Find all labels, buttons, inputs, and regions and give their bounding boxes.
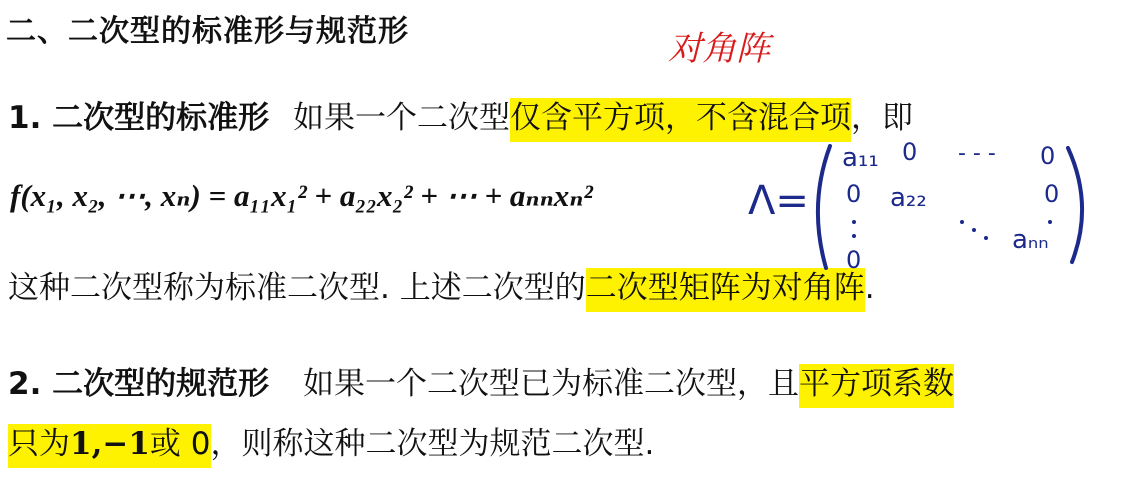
matrix-vdot <box>852 234 856 238</box>
matrix-vdot <box>1048 220 1052 224</box>
item1-heading: 1. 二次型的标准形 <box>8 100 270 136</box>
matrix-ddot <box>972 228 976 232</box>
formula-rhs: = a₁₁x₁² + a₂₂x₂² + ⋯ + aₙₙxₙ² <box>208 178 593 213</box>
conclusion-tail: . <box>864 270 875 306</box>
item2-highlight2-pre: 只为 <box>8 426 70 462</box>
matrix-entry-0-r1cn: 0 <box>1040 142 1056 170</box>
item1-highlight: 仅含平方项，不含混合项 <box>510 98 851 142</box>
matrix-entry-0-rnc1: 0 <box>846 246 862 274</box>
matrix-entry-a11: a₁₁ <box>842 143 879 173</box>
matrix-label: Λ= <box>748 178 809 224</box>
item1-intro: 如果一个二次型 <box>293 100 510 136</box>
conclusion-text: 这种二次型称为标准二次型. 上述二次型的 <box>8 270 586 306</box>
matrix-dots-row1: - - - <box>958 141 996 166</box>
matrix-entry-0-r2c1: 0 <box>846 180 862 208</box>
matrix-right-paren <box>1068 148 1082 262</box>
matrix-entry-0-r2cn: 0 <box>1044 180 1060 208</box>
formula-lhs: f(x₁, x₂, ⋯, xₙ) <box>10 178 201 213</box>
matrix-vdot <box>852 220 856 224</box>
matrix-entry-0-r1c2: 0 <box>902 138 918 166</box>
conclusion-highlight: 二次型矩阵为对角阵 <box>586 268 865 312</box>
item2-tail: ，则称这种二次型为规范二次型. <box>210 426 655 462</box>
diagonal-note: 对角阵 <box>668 29 770 69</box>
item2-heading: 2. 二次型的规范形 <box>8 366 270 402</box>
matrix-ddot <box>984 236 988 240</box>
matrix-entry-a22: a₂₂ <box>890 183 927 213</box>
matrix-left-paren <box>818 146 830 268</box>
section-title: 二、二次型的标准形与规范形 <box>6 14 409 49</box>
item1-tail: ，即 <box>851 100 913 136</box>
matrix-ddot <box>960 220 964 224</box>
item2-highlight2-values: 1,−1 <box>70 426 150 462</box>
item2-highlight1: 平方项系数 <box>799 364 954 408</box>
item2-highlight2-mid: 或 0 <box>149 426 211 462</box>
item2-intro: 如果一个二次型已为标准二次型，且 <box>303 366 799 402</box>
matrix-entry-ann: aₙₙ <box>1012 225 1049 255</box>
